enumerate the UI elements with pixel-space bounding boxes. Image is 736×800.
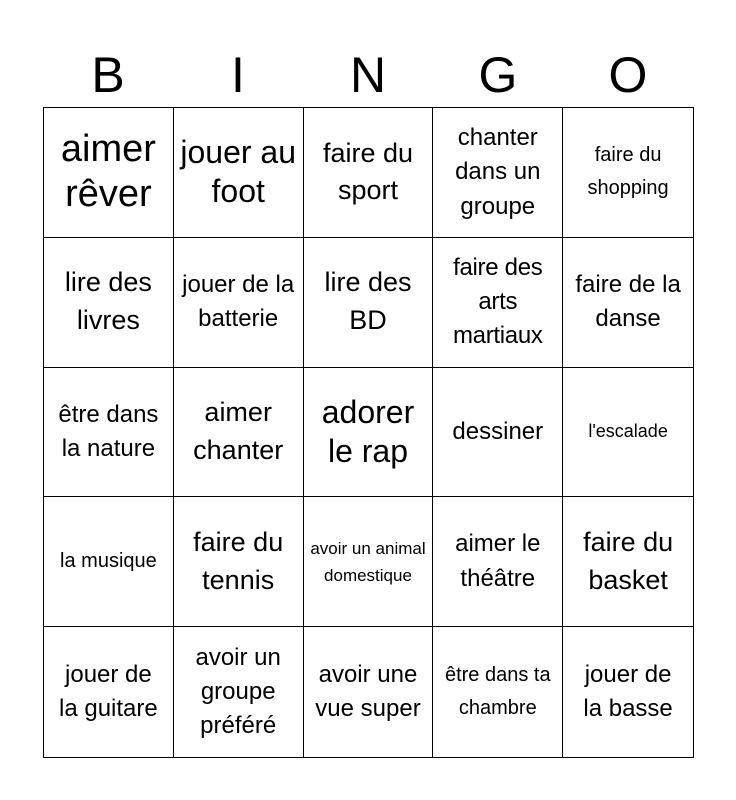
bingo-cell[interactable] bbox=[304, 497, 434, 627]
bingo-cell[interactable] bbox=[44, 238, 174, 368]
cell-text: faire des arts martiaux bbox=[452, 253, 543, 350]
bingo-cell[interactable] bbox=[563, 497, 693, 627]
bingo-cell[interactable] bbox=[304, 368, 434, 498]
bingo-cell[interactable] bbox=[44, 497, 174, 627]
bingo-cell[interactable] bbox=[174, 238, 304, 368]
cell-text: jouer de la guitare bbox=[59, 660, 158, 723]
bingo-cell[interactable] bbox=[563, 368, 693, 498]
cell-text: adorer le rap bbox=[321, 393, 415, 469]
cell-text: aimer le théâtre bbox=[455, 530, 541, 592]
bingo-cell[interactable] bbox=[304, 627, 434, 757]
bingo-cell[interactable] bbox=[174, 108, 304, 238]
cell-text: jouer de la basse bbox=[583, 660, 673, 723]
bingo-cell[interactable] bbox=[433, 497, 563, 627]
cell-text: faire du sport bbox=[322, 137, 414, 206]
bingo-header bbox=[43, 44, 693, 106]
bingo-cell[interactable] bbox=[304, 238, 434, 368]
cell-text: être dans ta chambre bbox=[444, 664, 551, 720]
cell-text: chanter dans un groupe bbox=[455, 123, 541, 220]
cell-text: avoir une vue super bbox=[315, 660, 421, 723]
bingo-cell[interactable] bbox=[433, 368, 563, 498]
bingo-cell[interactable] bbox=[174, 368, 304, 498]
bingo-cell[interactable] bbox=[563, 627, 693, 757]
bingo-cell[interactable] bbox=[44, 368, 174, 498]
header-letter-n: N bbox=[349, 47, 387, 103]
header-letter-i: I bbox=[231, 47, 245, 103]
header-letter-b: B bbox=[91, 47, 125, 103]
bingo-cell[interactable] bbox=[433, 627, 563, 757]
cell-text: jouer au foot bbox=[180, 134, 297, 210]
cell-text: faire du shopping bbox=[587, 144, 669, 200]
cell-text: aimer rêver bbox=[60, 127, 156, 216]
bingo-cell[interactable] bbox=[44, 627, 174, 757]
cell-text: faire du basket bbox=[583, 526, 674, 595]
bingo-card bbox=[43, 107, 694, 758]
cell-text: aimer chanter bbox=[193, 397, 284, 465]
cell-text: être dans la nature bbox=[58, 400, 159, 462]
bingo-cell[interactable] bbox=[44, 108, 174, 238]
cell-text: avoir un animal domestique bbox=[310, 538, 426, 585]
cell-text: dessiner bbox=[452, 417, 544, 445]
cell-text: faire de la danse bbox=[575, 270, 681, 333]
bingo-cell[interactable] bbox=[433, 108, 563, 238]
cell-text: avoir un groupe préféré bbox=[195, 643, 281, 740]
bingo-cell[interactable] bbox=[563, 238, 693, 368]
cell-text: la musique bbox=[60, 550, 157, 573]
cell-text: lire des livres bbox=[64, 267, 152, 336]
cell-text: faire du tennis bbox=[193, 526, 284, 595]
bingo-cell[interactable] bbox=[174, 497, 304, 627]
cell-text: l'escalade bbox=[588, 421, 668, 442]
bingo-cell[interactable] bbox=[174, 627, 304, 757]
bingo-cell[interactable] bbox=[563, 108, 693, 238]
bingo-cell[interactable] bbox=[433, 238, 563, 368]
header-letter-o: O bbox=[608, 47, 648, 103]
cell-text: lire des BD bbox=[324, 267, 412, 336]
bingo-cell[interactable] bbox=[304, 108, 434, 238]
header-letter-g: G bbox=[478, 47, 518, 103]
cell-text: jouer de la batterie bbox=[182, 270, 295, 333]
